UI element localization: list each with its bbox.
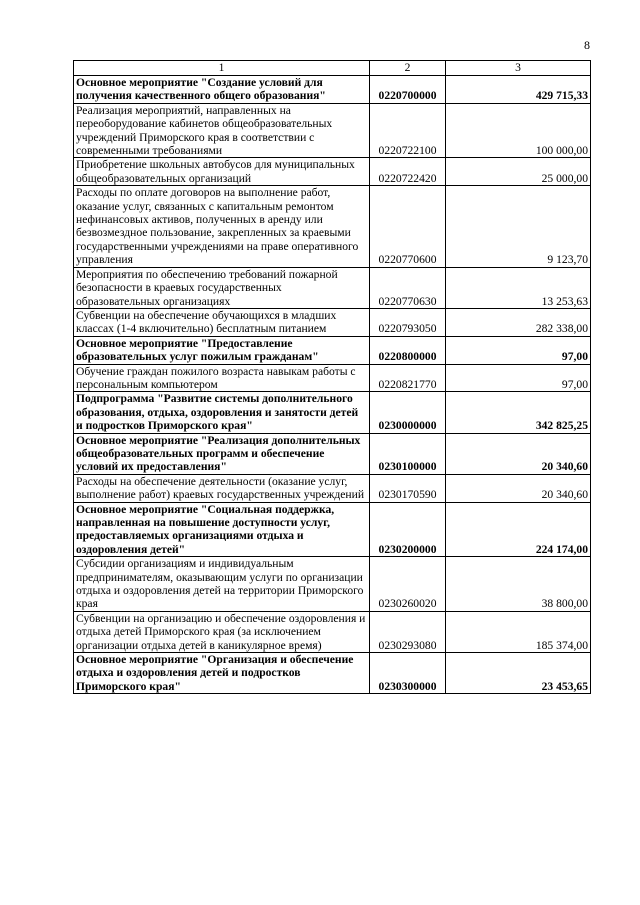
row-name-cell: Основное мероприятие "Предоставление образовательных услуг пожилым гражданам" xyxy=(74,336,370,364)
table-row xyxy=(74,103,591,158)
table-row xyxy=(74,557,591,612)
row-amount-cell: 23 453,65 xyxy=(446,653,591,694)
row-code-cell: 0220821770 xyxy=(370,364,446,392)
row-code-cell: 0220722420 xyxy=(370,158,446,186)
table-row xyxy=(74,611,591,652)
row-name-cell: Расходы на обеспечение деятельности (оказание услуг, выполнение работ) краевых государственных учреждений xyxy=(74,474,370,502)
table-row xyxy=(74,433,591,474)
row-code-cell: 0230200000 xyxy=(370,502,446,557)
column-header-2: 2 xyxy=(370,61,446,76)
row-code-cell: 0230260020 xyxy=(370,557,446,612)
row-name-cell: Субвенции на обеспечение обучающихся в младших классах (1-4 включительно) бесплатным питанием xyxy=(74,308,370,336)
row-code-cell: 0230100000 xyxy=(370,433,446,474)
table-row xyxy=(74,502,591,557)
row-code-cell: 0220770630 xyxy=(370,267,446,308)
budget-table xyxy=(73,60,591,694)
table-row xyxy=(74,474,591,502)
table-row xyxy=(74,308,591,336)
row-name-cell: Субвенции на организацию и обеспечение оздоровления и отдыха детей Приморского края (за исключением организации отдыха детей в каникулярное время) xyxy=(74,611,370,652)
table-row xyxy=(74,186,591,267)
row-amount-cell: 13 253,63 xyxy=(446,267,591,308)
column-header-3: 3 xyxy=(446,61,591,76)
budget-table-body xyxy=(74,61,591,694)
table-row xyxy=(74,158,591,186)
row-code-cell: 0230300000 xyxy=(370,653,446,694)
row-amount-cell: 342 825,25 xyxy=(446,392,591,433)
row-amount-cell: 97,00 xyxy=(446,364,591,392)
column-header-1: 1 xyxy=(74,61,370,76)
row-amount-cell: 20 340,60 xyxy=(446,433,591,474)
table-row xyxy=(74,336,591,364)
row-name-cell: Субсидии организациям и индивидуальным предпринимателям, оказывающим услуги по организации отдыха и оздоровления детей на территории Приморского края xyxy=(74,557,370,612)
table-row xyxy=(74,364,591,392)
row-name-cell: Расходы по оплате договоров на выполнение работ, оказание услуг, связанных с капитальным ремонтом нефинансовых активов, полученных в аренду или безвозмездное пользование, закрепленных за краевыми государственными учреждениями на праве оперативного управления xyxy=(74,186,370,267)
row-amount-cell: 224 174,00 xyxy=(446,502,591,557)
row-amount-cell: 20 340,60 xyxy=(446,474,591,502)
row-name-cell: Основное мероприятие "Реализация дополнительных общеобразовательных программ и обеспечение условий их предоставления" xyxy=(74,433,370,474)
table-row xyxy=(74,76,591,104)
row-name-cell: Подпрограмма "Развитие системы дополнительного образования, отдыха, оздоровления и занятости детей и подростков Приморского края" xyxy=(74,392,370,433)
row-name-cell: Основное мероприятие "Социальная поддержка, направленная на повышение доступности услуг, предоставляемых организациями отдыха и оздоровления детей" xyxy=(74,502,370,557)
row-code-cell: 0220800000 xyxy=(370,336,446,364)
row-name-cell: Основное мероприятие "Создание условий для получения качественного общего образования" xyxy=(74,76,370,104)
row-amount-cell: 429 715,33 xyxy=(446,76,591,104)
row-code-cell: 0230293080 xyxy=(370,611,446,652)
row-code-cell: 0220722100 xyxy=(370,103,446,158)
table-row xyxy=(74,653,591,694)
row-amount-cell: 100 000,00 xyxy=(446,103,591,158)
row-amount-cell: 9 123,70 xyxy=(446,186,591,267)
row-code-cell: 0220793050 xyxy=(370,308,446,336)
row-amount-cell: 282 338,00 xyxy=(446,308,591,336)
page-number: 8 xyxy=(584,38,590,52)
table-row xyxy=(74,392,591,433)
row-name-cell: Реализация мероприятий, направленных на переоборудование кабинетов общеобразовательных учреждений Приморского края в соответствии с современными требованиями xyxy=(74,103,370,158)
row-code-cell: 0230170590 xyxy=(370,474,446,502)
row-code-cell: 0220700000 xyxy=(370,76,446,104)
row-name-cell: Приобретение школьных автобусов для муниципальных общеобразовательных организаций xyxy=(74,158,370,186)
table-row xyxy=(74,267,591,308)
row-code-cell: 0220770600 xyxy=(370,186,446,267)
row-amount-cell: 97,00 xyxy=(446,336,591,364)
row-code-cell: 0230000000 xyxy=(370,392,446,433)
row-name-cell: Основное мероприятие "Организация и обеспечение отдыха и оздоровления детей и подростков Приморского края" xyxy=(74,653,370,694)
row-name-cell: Мероприятия по обеспечению требований пожарной безопасности в краевых государственных образовательных организациях xyxy=(74,267,370,308)
row-amount-cell: 25 000,00 xyxy=(446,158,591,186)
row-amount-cell: 185 374,00 xyxy=(446,611,591,652)
table-header-row xyxy=(74,61,591,76)
row-amount-cell: 38 800,00 xyxy=(446,557,591,612)
row-name-cell: Обучение граждан пожилого возраста навыкам работы с персональным компьютером xyxy=(74,364,370,392)
